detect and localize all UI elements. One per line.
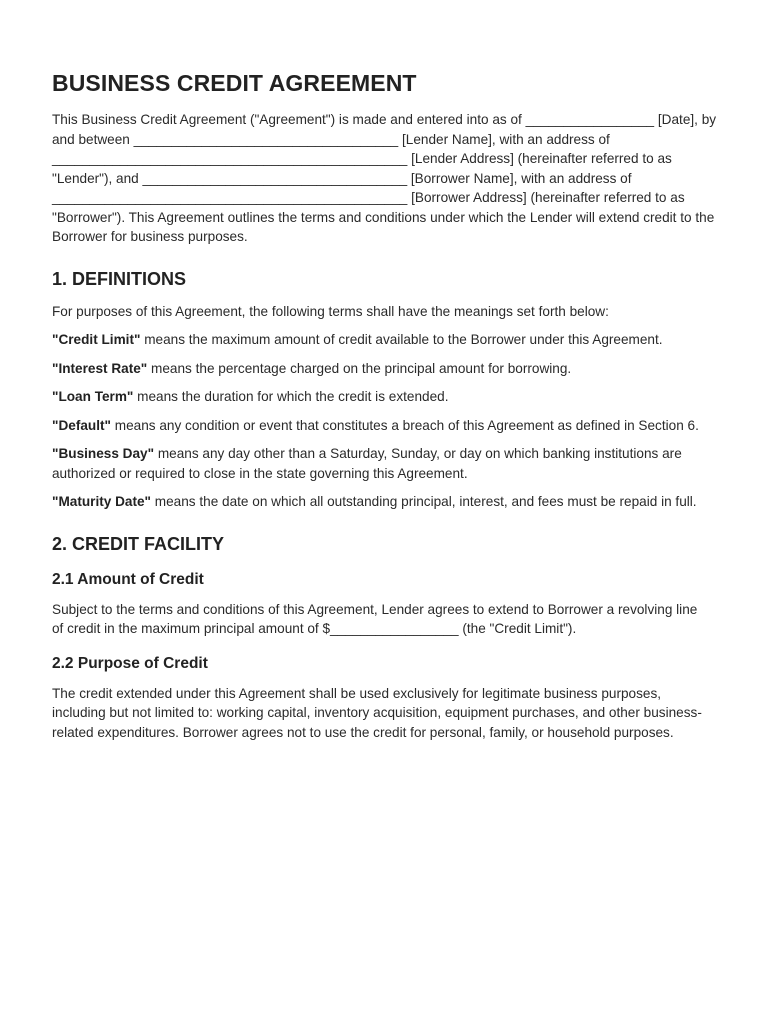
definition-default <box>52 416 718 436</box>
definition-maturity-date <box>52 492 718 512</box>
definition-text: means the date on which all outstanding principal, interest, and fees must be repaid in full. <box>151 494 697 509</box>
definitions-lead: For purposes of this Agreement, the following terms shall have the meanings set forth below: <box>52 303 609 319</box>
definition-term: "Default" <box>52 417 111 433</box>
credit-facility-heading: 2. CREDIT FACILITY <box>52 533 225 554</box>
purpose-of-credit-heading: 2.2 Purpose of Credit <box>52 654 208 672</box>
amount-of-credit-text: Subject to the terms and conditions of this Agreement, Lender agrees to extend to Borrower a revolving line of credit in the maximum principal amount of $_________________ (the "Credit Limit"). <box>52 601 698 636</box>
definition-text: means any day other than a Saturday, Sunday, or day on which banking institutions are authorized or required to close in the state governing this Agreement. <box>52 446 682 481</box>
document-title: BUSINESS CREDIT AGREEMENT <box>52 70 417 96</box>
definition-business-day <box>52 444 718 483</box>
intro-paragraph: This Business Credit Agreement ("Agreement") is made and entered into as of _________________ [Date], by and between ___________________________________ [Lender Name], with an address of _______________________________________________ [Lender Address] (hereinafter referred to as "Lender"), and ___________________________________ [Borrower Name], with an address of _______________________________________________ [Borrower Address] (hereinafter referred to as "Borrower"). This Agreement outlines the terms and conditions under which the Lender will extend credit to the Borrower for business purposes. <box>52 112 717 244</box>
definition-term: "Business Day" <box>52 446 155 461</box>
definition-text: means the duration for which the credit is extended. <box>133 389 449 404</box>
definition-credit-limit <box>52 330 718 350</box>
purpose-of-credit-text: The credit extended under this Agreement shall be used exclusively for legitimate business purposes, including but not limited to: working capital, inventory acquisition, equipment purchases, and other business-related expenditures. Borrower agrees not to use the credit for personal, family, or household purposes. <box>52 685 702 740</box>
definition-text: means the maximum amount of credit available to the Borrower under this Agreement. <box>140 332 663 347</box>
definition-loan-term <box>52 387 718 407</box>
definition-term: "Loan Term" <box>52 389 134 404</box>
definition-term: "Credit Limit" <box>52 332 141 347</box>
definitions-heading: 1. DEFINITIONS <box>52 268 187 289</box>
definition-term: "Interest Rate" <box>52 360 148 376</box>
definition-interest-rate <box>52 359 718 379</box>
definition-term: "Maturity Date" <box>52 494 151 509</box>
definition-text: means the percentage charged on the principal amount for borrowing. <box>147 360 572 376</box>
amount-of-credit-heading: 2.1 Amount of Credit <box>52 570 204 588</box>
definition-text: means any condition or event that constitutes a breach of this Agreement as defined in Section 6. <box>110 417 699 433</box>
